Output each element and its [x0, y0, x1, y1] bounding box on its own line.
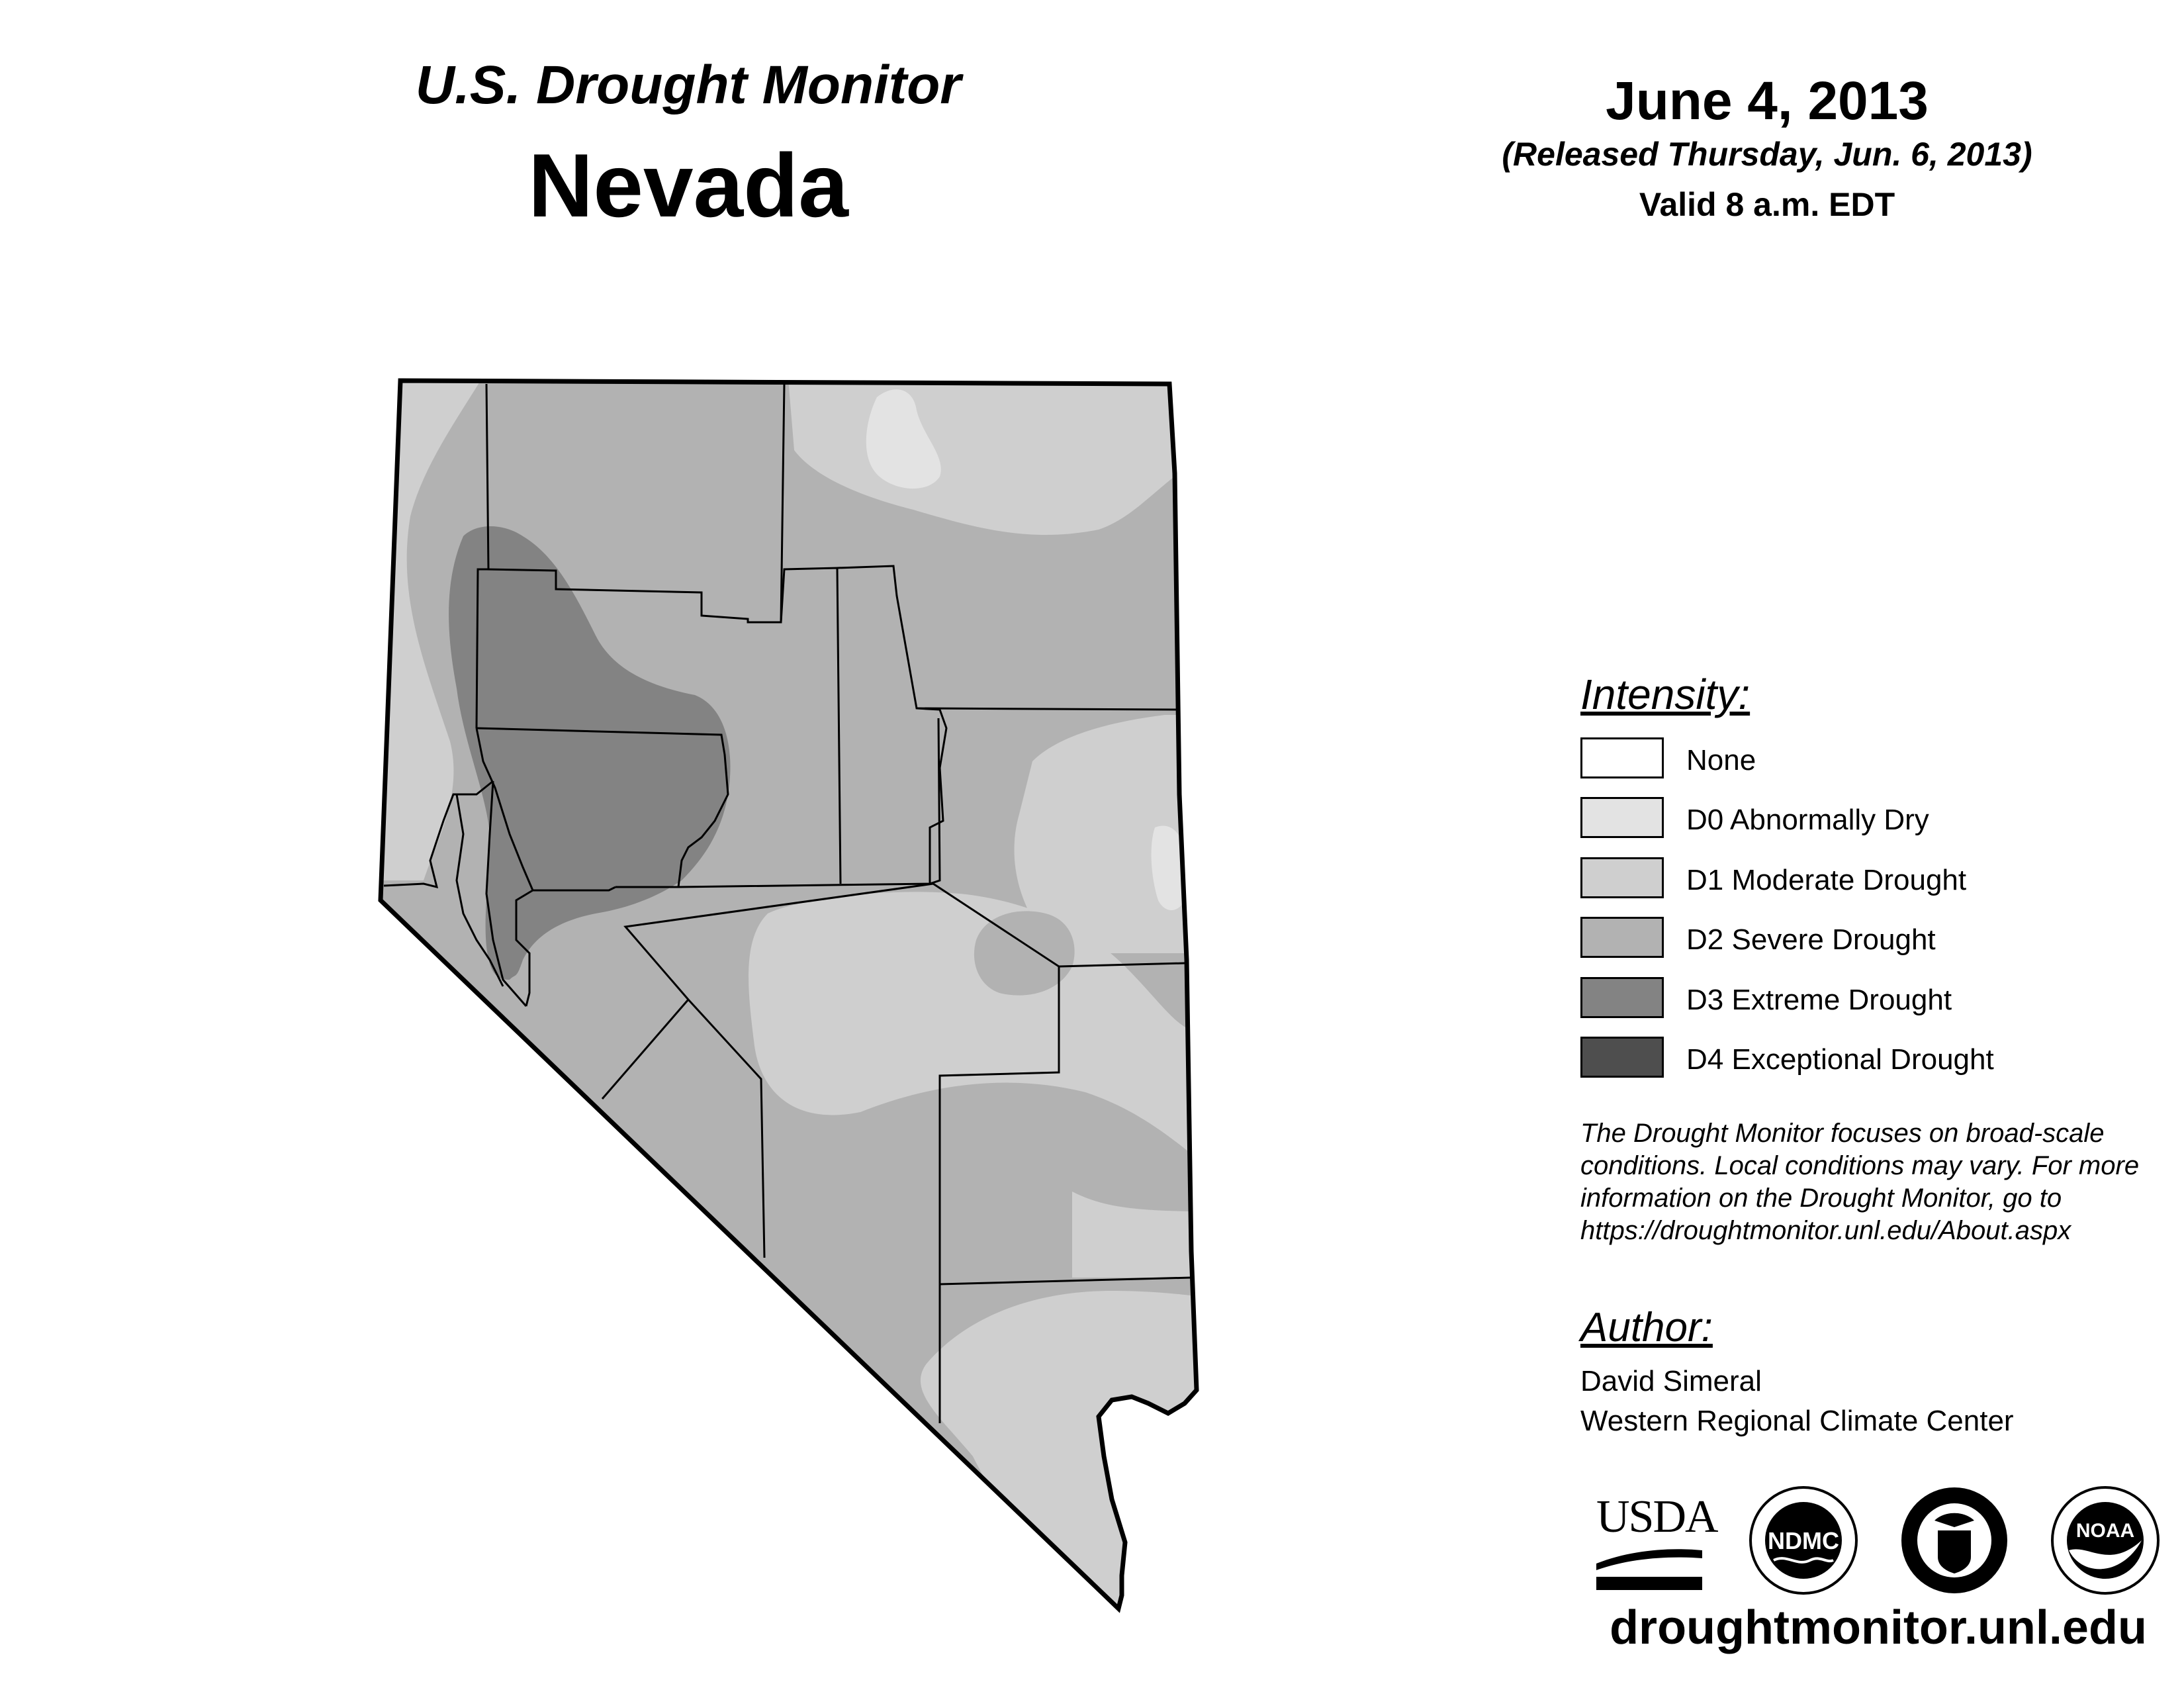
website-url[interactable]: droughtmonitor.unl.edu: [1610, 1601, 2147, 1654]
disclaimer-note: [1580, 1117, 2176, 1247]
legend-label: None: [1686, 744, 1756, 776]
usda-logo: [1596, 1484, 1717, 1597]
legend-item-none: [1580, 737, 2176, 782]
ndmc-logo: [1747, 1484, 1860, 1597]
legend-swatch-d2: [1580, 917, 1664, 958]
legend-item-d0: [1580, 797, 2176, 842]
legend-label: D4 Exceptional Drought: [1686, 1043, 1994, 1076]
note-line: The Drought Monitor focuses on broad-scale: [1580, 1119, 2105, 1148]
noaa-seal: [2049, 1484, 2161, 1597]
legend-title: Intensity:: [1580, 671, 1751, 718]
note-line: information on the Drought Monitor, go to: [1580, 1184, 2062, 1213]
noaa-logo-text: NOAA: [2075, 1520, 2135, 1542]
author-title: Author:: [1580, 1305, 1713, 1350]
valid-time: Valid 8 a.m. EDT: [1639, 186, 1895, 223]
legend-swatch-none: [1580, 737, 1664, 778]
map-product-title: U.S. Drought Monitor: [415, 55, 962, 115]
ndmc-seal: [1747, 1484, 1860, 1597]
noaa-logo: [2049, 1484, 2161, 1597]
commerce-seal-logo: [1898, 1484, 2011, 1597]
note-line: conditions. Local conditions may vary. For more: [1580, 1151, 2140, 1180]
legend-item-d4: [1580, 1037, 2176, 1082]
legend-swatch-d4: [1580, 1037, 1664, 1078]
release-date: (Released Thursday, Jun. 6, 2013): [1502, 136, 2032, 173]
legend-label: D3 Extreme Drought: [1686, 984, 1952, 1016]
legend-item-d2: [1580, 917, 2176, 962]
map-state-title: Nevada: [528, 135, 848, 236]
legend-label: D0 Abnormally Dry: [1686, 804, 1929, 836]
legend-label: D2 Severe Drought: [1686, 923, 1936, 956]
legend-swatch-d3: [1580, 977, 1664, 1018]
commerce-seal: [1898, 1484, 2011, 1597]
author-name: David Simeral: [1580, 1365, 1762, 1397]
author-organization: Western Regional Climate Center: [1580, 1405, 2014, 1437]
legend-label: D1 Moderate Drought: [1686, 864, 1967, 896]
ndmc-logo-text: NDMC: [1768, 1527, 1839, 1554]
legend-item-d1: [1580, 857, 2176, 902]
legend-swatch-d0: [1580, 797, 1664, 838]
note-line: https://droughtmonitor.unl.edu/About.aspx: [1580, 1216, 2071, 1245]
usda-logo-graphic: [1596, 1484, 1717, 1597]
map-date: June 4, 2013: [1606, 71, 1929, 131]
usda-logo-text: USDA: [1596, 1491, 1717, 1542]
drought-shading: [371, 371, 1205, 1628]
legend-item-d3: [1580, 977, 2176, 1022]
legend-swatch-d1: [1580, 857, 1664, 898]
